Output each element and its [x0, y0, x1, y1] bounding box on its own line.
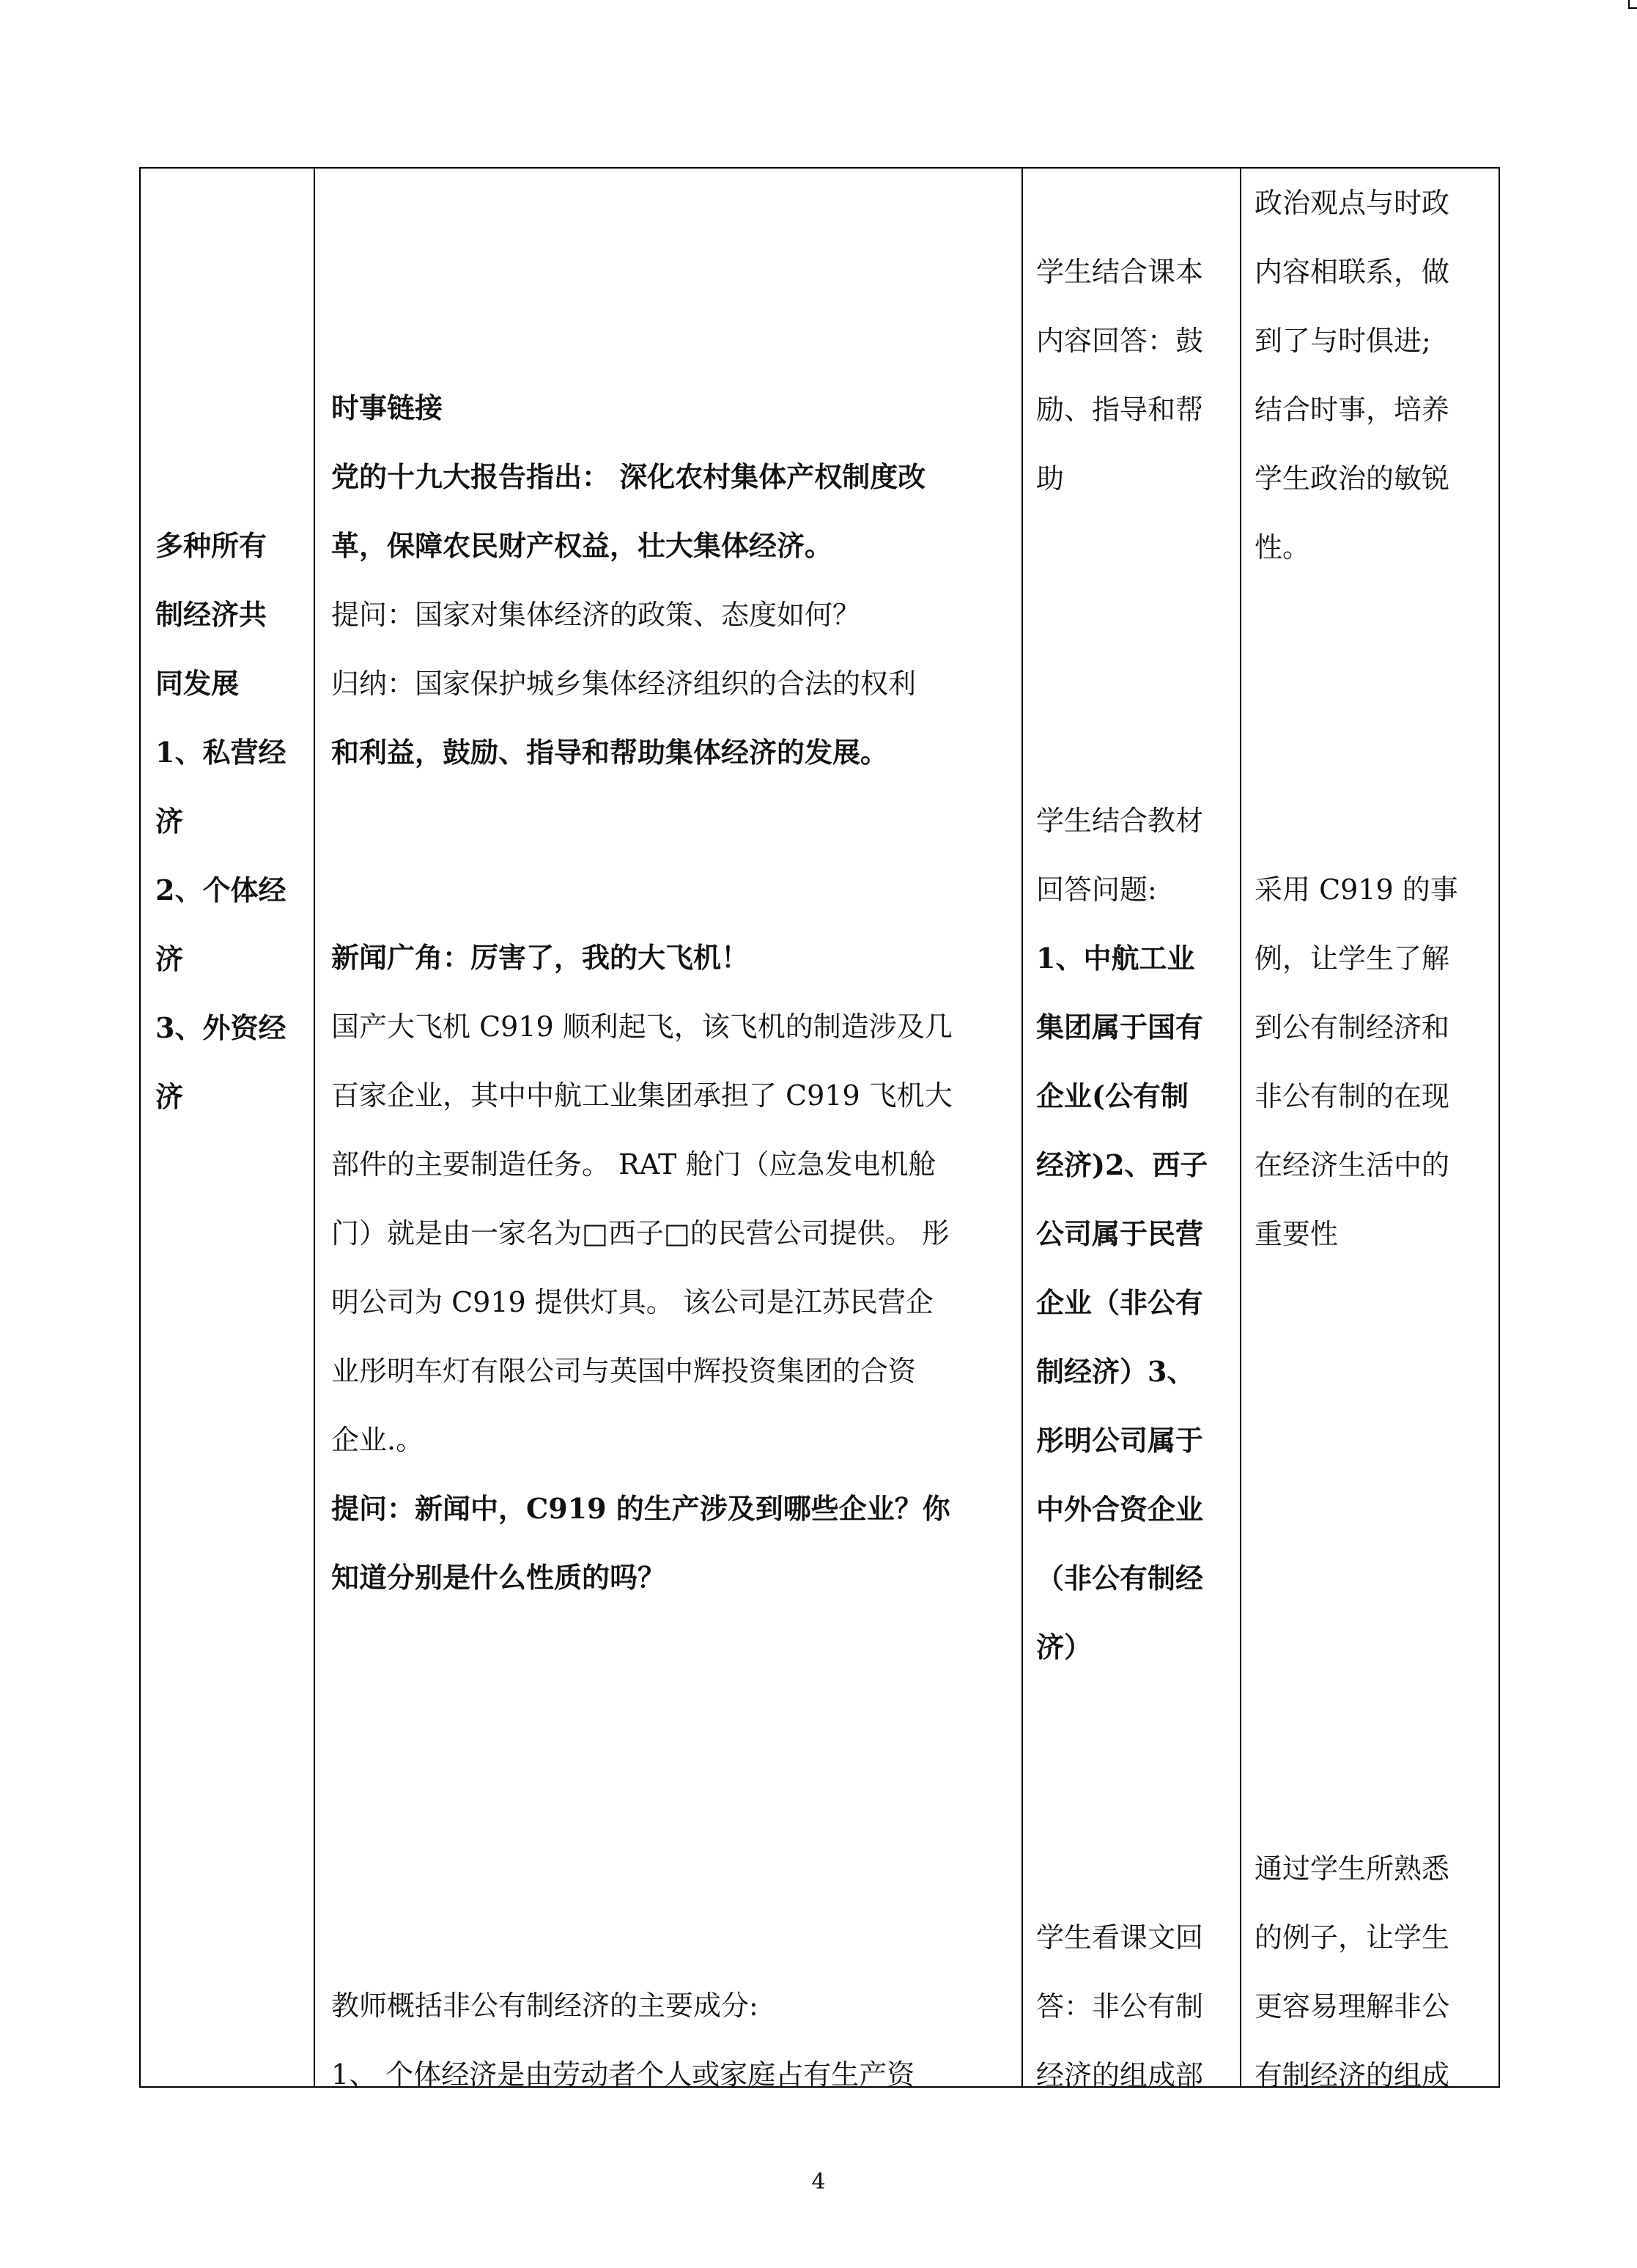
page-number: 4 [811, 2169, 826, 2195]
text-line: 1、中航工业 [1036, 942, 1195, 975]
text-line: 回答问题: [1036, 873, 1157, 906]
text-line: 更容易理解非公 [1254, 1990, 1450, 2023]
text-line: 1、 个体经济是由劳动者个人或家庭占有生产资 [331, 2058, 915, 2091]
text-line: 经济)2、西子 [1036, 1148, 1208, 1181]
intent-block-2 [1254, 855, 1458, 1268]
text-line: 提问：新闻中，C919 的生产涉及到哪些企业？你 [331, 1492, 950, 1525]
topic-lines [155, 511, 286, 1131]
text-line: 学生结合教材 [1036, 805, 1204, 837]
lesson-plan-table [139, 167, 1500, 2091]
text-line: 和利益，鼓励、指导和帮助集体经济的发展。 [331, 736, 889, 769]
page-corner-mark [1628, 0, 1637, 9]
text-line: 国产大飞机 C919 顺利起飞，该飞机的制造涉及几 [331, 1011, 953, 1043]
text-line: 百家企业，其中中航工业集团承担了 C919 飞机大 [331, 1079, 953, 1112]
text-line: 业彤明车灯有限公司与英国中辉投资集团的合资 [331, 1355, 917, 1387]
text-line: 经济的组成部 [1036, 2059, 1204, 2091]
text-line: 济 [155, 805, 184, 838]
text-line: 制经济）3、 [1036, 1355, 1195, 1388]
text-line: 学生政治的敏锐 [1254, 462, 1450, 495]
text-line: 中外合资企业 [1036, 1493, 1204, 1526]
text-line: 通过学生所熟悉 [1254, 1853, 1450, 1885]
teacher-block-summary [331, 1971, 914, 2109]
text-line: 结合时事，培养 [1254, 394, 1450, 426]
teacher-block-current-events [331, 374, 925, 787]
text-line: 企业.。 [331, 1424, 424, 1456]
topic-cell [155, 511, 286, 1131]
text-line: 有制经济的组成 [1254, 2059, 1450, 2091]
text-line: 学生看课文回 [1036, 1921, 1204, 1954]
column-divider [314, 169, 315, 2086]
text-line: 归纳：国家保护城乡集体经济组织的合法的权利 [331, 668, 917, 700]
text-line: 明公司为 C919 提供灯具。 该公司是江苏民营企 [331, 1286, 934, 1318]
text-line: 性。 [1254, 531, 1311, 564]
intent-block-1 [1254, 169, 1449, 582]
text-line: 3、外资经 [155, 1011, 287, 1044]
text-line: 助 [1036, 462, 1065, 495]
text-line: 教师概括非公有制经济的主要成分: [331, 1990, 758, 2022]
text-line: 采用 C919 的事 [1254, 873, 1458, 906]
text-line: 时事链接 [331, 391, 443, 424]
text-line: 提问：国家对集体经济的政策、态度如何？ [331, 599, 861, 631]
text-line: 励、指导和帮 [1036, 394, 1204, 426]
text-line: 企业(公有制 [1036, 1079, 1189, 1112]
text-line: 1、私营经 [155, 736, 287, 769]
text-line: 制经济共 [155, 598, 267, 631]
text-line: 集团属于国有 [1036, 1011, 1204, 1043]
student-block-2 [1036, 786, 1208, 1682]
text-line: 到公有制经济和 [1254, 1011, 1450, 1043]
text-line: 新闻广角：厉害了，我的大飞机！ [331, 941, 750, 974]
text-line: 知道分别是什么性质的吗？ [331, 1561, 666, 1594]
text-line: 非公有制的在现 [1254, 1080, 1450, 1112]
text-line: （非公有制经 [1036, 1562, 1204, 1595]
intent-block-3 [1254, 1834, 1449, 2110]
text-line: 答：非公有制 [1036, 1990, 1204, 2023]
column-divider [1240, 169, 1241, 2086]
text-line: 多种所有 [155, 529, 267, 562]
text-line: 革，保障农民财产权益，壮大集体经济。 [331, 529, 833, 562]
text-line: 的例子，让学生 [1254, 1921, 1450, 1954]
text-line: 同发展 [155, 667, 240, 700]
text-line: 2、个体经 [155, 873, 287, 906]
text-line: 学生结合课本 [1036, 256, 1204, 288]
text-line: 彤明公司属于 [1036, 1424, 1204, 1457]
text-line: 济） [1036, 1630, 1093, 1663]
teacher-block-news [331, 923, 953, 1612]
text-line: 部件的主要制造任务。 RAT 舱门（应急发电机舱 [331, 1148, 936, 1181]
text-line: 济 [155, 942, 184, 975]
student-block-1 [1036, 237, 1203, 513]
student-block-3 [1036, 1903, 1203, 2110]
text-line: 济 [155, 1080, 184, 1113]
text-line: 重要性 [1254, 1218, 1339, 1250]
text-line: 党的十九大报告指出： 深化农村集体产权制度改 [331, 460, 926, 493]
text-line: 公司属于民营 [1036, 1217, 1204, 1250]
text-line: 内容相联系，做 [1254, 256, 1450, 288]
text-line: 到了与时俱进; [1254, 325, 1431, 357]
text-line: 在经济生活中的 [1254, 1149, 1450, 1181]
text-line: 门）就是由一家名为□西子□的民营公司提供。 彤 [331, 1217, 950, 1249]
text-line: 内容回答：鼓 [1036, 325, 1204, 357]
text-line: 政治观点与时政 [1254, 187, 1450, 219]
column-divider [1021, 169, 1023, 2086]
text-line: 企业（非公有 [1036, 1286, 1204, 1319]
text-line: 例，让学生了解 [1254, 942, 1450, 975]
